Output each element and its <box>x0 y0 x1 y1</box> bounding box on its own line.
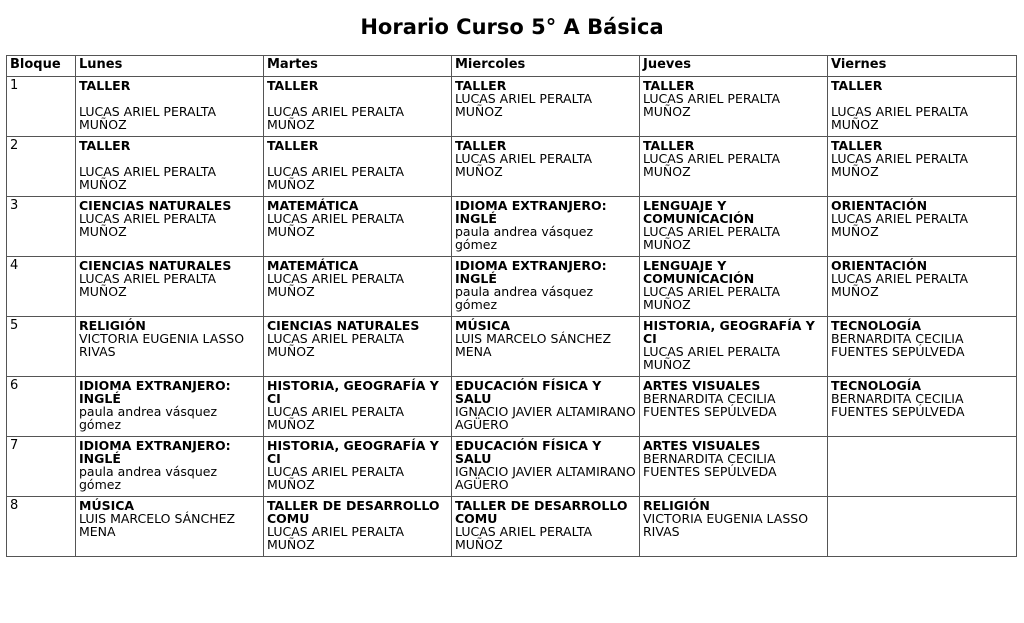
subject-label: HISTORIA, GEOGRAFÍA Y CI <box>267 378 439 406</box>
subject-label: HISTORIA, GEOGRAFÍA Y CI <box>267 438 439 466</box>
schedule-cell <box>828 197 1017 257</box>
subject-label: TALLER <box>455 78 507 93</box>
subject-label: LENGUAJE Y COMUNICACIÓN <box>643 198 755 226</box>
subject-label: RELIGIÓN <box>79 318 146 333</box>
schedule-cell <box>640 257 828 317</box>
teacher-label: LUCAS ARIEL PERALTA MUÑOZ <box>455 151 593 179</box>
subject-label: MATEMÁTICA <box>267 198 359 213</box>
subject-label: EDUCACIÓN FÍSICA Y SALU <box>455 438 602 466</box>
column-header: Viernes <box>828 56 1017 77</box>
subject-label: TALLER <box>831 138 883 153</box>
subject-label: ARTES VISUALES <box>643 438 761 453</box>
teacher-label: paula andrea vásquez gómez <box>455 224 594 252</box>
teacher-label: LUCAS ARIEL PERALTA MUÑOZ <box>455 524 593 552</box>
schedule-cell <box>452 497 640 557</box>
bloque-cell: 5 <box>7 317 76 377</box>
teacher-label: LUIS MARCELO SÁNCHEZ MENA <box>455 331 612 359</box>
schedule-cell <box>452 197 640 257</box>
schedule-cell <box>76 377 264 437</box>
teacher-label: LUCAS ARIEL PERALTA MUÑOZ <box>455 91 593 119</box>
schedule-cell <box>828 257 1017 317</box>
schedule-cell <box>264 137 452 197</box>
schedule-cell <box>452 437 640 497</box>
subject-label: TALLER <box>643 138 695 153</box>
teacher-label: LUCAS ARIEL PERALTA MUÑOZ <box>643 344 781 372</box>
schedule-cell <box>76 317 264 377</box>
bloque-cell: 6 <box>7 377 76 437</box>
subject-label: MÚSICA <box>455 318 511 333</box>
table-row <box>7 257 1017 317</box>
schedule-cell <box>452 317 640 377</box>
schedule-cell <box>452 257 640 317</box>
table-row <box>7 317 1017 377</box>
teacher-label: LUCAS ARIEL PERALTA MUÑOZ <box>643 224 781 252</box>
schedule-cell <box>264 317 452 377</box>
schedule-cell <box>640 377 828 437</box>
schedule-cell <box>76 137 264 197</box>
schedule-body <box>7 77 1017 557</box>
schedule-cell <box>640 317 828 377</box>
teacher-label: LUCAS ARIEL PERALTA MUÑOZ <box>267 524 405 552</box>
schedule-cell <box>76 77 264 137</box>
schedule-cell <box>264 257 452 317</box>
teacher-label: BERNARDITA CECILIA FUENTES SEPÚLVEDA <box>643 451 777 479</box>
schedule-cell <box>76 497 264 557</box>
schedule-cell <box>264 437 452 497</box>
teacher-label: LUCAS ARIEL PERALTA MUÑOZ <box>79 164 217 192</box>
column-header: Bloque <box>7 56 76 77</box>
subject-label: ARTES VISUALES <box>643 378 761 393</box>
subject-label: CIENCIAS NATURALES <box>79 258 232 273</box>
table-row <box>7 77 1017 137</box>
schedule-cell <box>452 137 640 197</box>
teacher-label: LUCAS ARIEL PERALTA MUÑOZ <box>643 151 781 179</box>
subject-label: TALLER <box>455 138 507 153</box>
schedule-cell <box>264 197 452 257</box>
schedule-cell <box>452 377 640 437</box>
teacher-label: LUCAS ARIEL PERALTA MUÑOZ <box>643 284 781 312</box>
teacher-label: LUCAS ARIEL PERALTA MUÑOZ <box>831 211 969 239</box>
teacher-label: LUCAS ARIEL PERALTA MUÑOZ <box>831 151 969 179</box>
table-row <box>7 137 1017 197</box>
table-row <box>7 437 1017 497</box>
subject-label: TALLER <box>79 78 131 93</box>
teacher-label: LUCAS ARIEL PERALTA MUÑOZ <box>643 91 781 119</box>
teacher-label: LUCAS ARIEL PERALTA MUÑOZ <box>267 331 405 359</box>
schedule-cell <box>828 437 1017 497</box>
subject-label: TALLER <box>831 78 883 93</box>
teacher-label: IGNACIO JAVIER ALTAMIRANO AGÜERO <box>455 404 636 432</box>
subject-label: RELIGIÓN <box>643 498 710 513</box>
teacher-label: LUCAS ARIEL PERALTA MUÑOZ <box>79 211 217 239</box>
table-row <box>7 377 1017 437</box>
teacher-label: LUCAS ARIEL PERALTA MUÑOZ <box>267 464 405 492</box>
schedule-cell <box>76 437 264 497</box>
teacher-label: LUIS MARCELO SÁNCHEZ MENA <box>79 511 236 539</box>
teacher-label: LUCAS ARIEL PERALTA MUÑOZ <box>831 104 969 132</box>
teacher-label: LUCAS ARIEL PERALTA MUÑOZ <box>267 104 405 132</box>
teacher-label: LUCAS ARIEL PERALTA MUÑOZ <box>267 271 405 299</box>
subject-label: TALLER <box>267 138 319 153</box>
subject-label: IDIOMA EXTRANJERO: INGLÉ <box>79 378 231 406</box>
column-header: Jueves <box>640 56 828 77</box>
teacher-label: BERNARDITA CECILIA FUENTES SEPÚLVEDA <box>831 331 965 359</box>
teacher-label: LUCAS ARIEL PERALTA MUÑOZ <box>267 404 405 432</box>
subject-label: TALLER <box>79 138 131 153</box>
column-header: Lunes <box>76 56 264 77</box>
subject-label: MATEMÁTICA <box>267 258 359 273</box>
subject-label: TALLER <box>267 78 319 93</box>
bloque-cell: 3 <box>7 197 76 257</box>
schedule-cell <box>640 437 828 497</box>
teacher-label: LUCAS ARIEL PERALTA MUÑOZ <box>267 164 405 192</box>
teacher-label: BERNARDITA CECILIA FUENTES SEPÚLVEDA <box>643 391 777 419</box>
schedule-cell <box>264 377 452 437</box>
table-row <box>7 197 1017 257</box>
subject-label: TALLER DE DESARROLLO COMU <box>267 498 440 526</box>
schedule-cell <box>828 317 1017 377</box>
subject-label: TECNOLOGÍA <box>831 318 922 333</box>
schedule-cell <box>640 197 828 257</box>
subject-label: LENGUAJE Y COMUNICACIÓN <box>643 258 755 286</box>
teacher-label: paula andrea vásquez gómez <box>79 404 218 432</box>
schedule-cell <box>828 137 1017 197</box>
teacher-label: LUCAS ARIEL PERALTA MUÑOZ <box>79 104 217 132</box>
teacher-label: LUCAS ARIEL PERALTA MUÑOZ <box>79 271 217 299</box>
page-title: Horario Curso 5° A Básica <box>360 15 664 39</box>
subject-label: IDIOMA EXTRANJERO: INGLÉ <box>455 198 607 226</box>
schedule-cell <box>640 497 828 557</box>
schedule-cell <box>828 77 1017 137</box>
bloque-cell: 2 <box>7 137 76 197</box>
table-row <box>7 497 1017 557</box>
column-header: Miercoles <box>452 56 640 77</box>
schedule-cell <box>76 197 264 257</box>
schedule-cell <box>452 77 640 137</box>
teacher-label: IGNACIO JAVIER ALTAMIRANO AGÜERO <box>455 464 636 492</box>
subject-label: HISTORIA, GEOGRAFÍA Y CI <box>643 318 815 346</box>
bloque-cell: 7 <box>7 437 76 497</box>
schedule-cell <box>264 497 452 557</box>
schedule-cell <box>828 497 1017 557</box>
subject-label: CIENCIAS NATURALES <box>267 318 420 333</box>
bloque-cell: 1 <box>7 77 76 137</box>
bloque-cell: 8 <box>7 497 76 557</box>
subject-label: IDIOMA EXTRANJERO: INGLÉ <box>79 438 231 466</box>
schedule-cell <box>828 377 1017 437</box>
teacher-label: paula andrea vásquez gómez <box>455 284 594 312</box>
teacher-label: BERNARDITA CECILIA FUENTES SEPÚLVEDA <box>831 391 965 419</box>
teacher-label: LUCAS ARIEL PERALTA MUÑOZ <box>267 211 405 239</box>
schedule-cell <box>264 77 452 137</box>
schedule-cell <box>640 77 828 137</box>
schedule-cell <box>640 137 828 197</box>
subject-label: TALLER <box>643 78 695 93</box>
subject-label: MÚSICA <box>79 498 135 513</box>
subject-label: EDUCACIÓN FÍSICA Y SALU <box>455 378 602 406</box>
teacher-label: LUCAS ARIEL PERALTA MUÑOZ <box>831 271 969 299</box>
bloque-cell: 4 <box>7 257 76 317</box>
teacher-label: VICTORIA EUGENIA LASSO RIVAS <box>643 511 809 539</box>
subject-label: TECNOLOGÍA <box>831 378 922 393</box>
subject-label: IDIOMA EXTRANJERO: INGLÉ <box>455 258 607 286</box>
subject-label: CIENCIAS NATURALES <box>79 198 232 213</box>
teacher-label: VICTORIA EUGENIA LASSO RIVAS <box>79 331 245 359</box>
subject-label: ORIENTACIÓN <box>831 258 928 273</box>
subject-label: TALLER DE DESARROLLO COMU <box>455 498 628 526</box>
schedule-cell <box>76 257 264 317</box>
subject-label: ORIENTACIÓN <box>831 198 928 213</box>
schedule-table <box>6 55 1017 557</box>
header-row <box>7 56 1017 77</box>
teacher-label: paula andrea vásquez gómez <box>79 464 218 492</box>
column-header: Martes <box>264 56 452 77</box>
